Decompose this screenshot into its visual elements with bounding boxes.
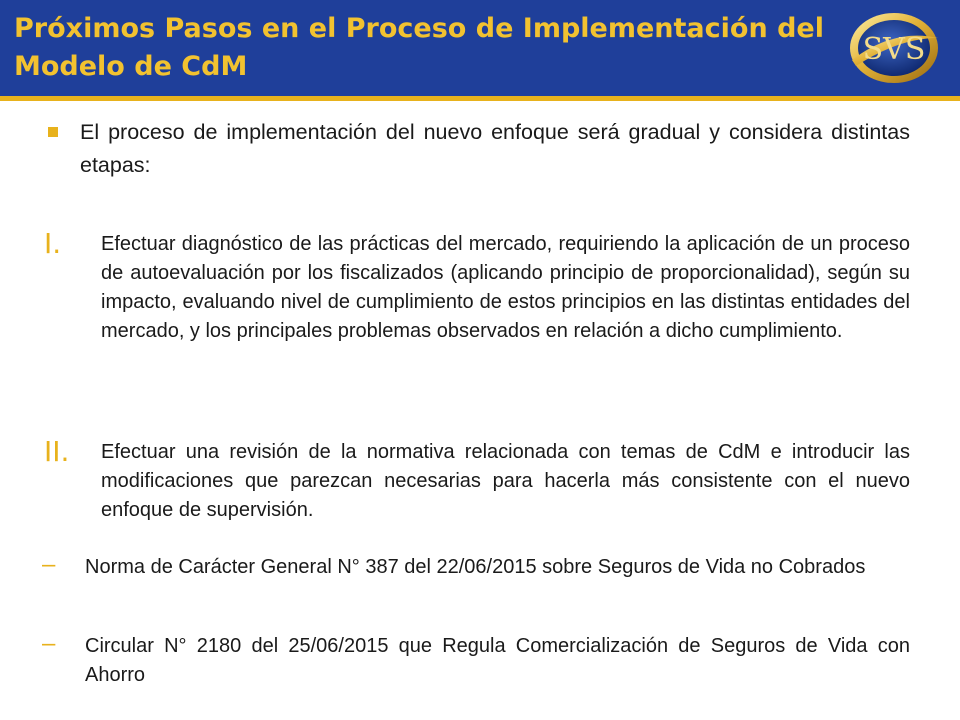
logo-text: SVS <box>862 32 926 67</box>
square-bullet-icon <box>48 127 58 137</box>
dash-bullet-icon: – <box>42 630 56 657</box>
intro-bullet <box>48 116 910 182</box>
dash-bullet-icon: – <box>42 551 56 578</box>
roman-numeral-2: II. <box>44 435 70 468</box>
sub-item-2-text: Circular N° 2180 del 25/06/2015 que Regula Comercialización de Seguros de Vida con Ahorro <box>85 635 910 686</box>
list-item-1-text: Efectuar diagnóstico de las prácticas del mercado, requiriendo la aplicación de un proceso de autoevaluación por los fiscalizados (aplicando principio de proporcionalidad), según su impacto, evaluando nivel de cumplimiento de estos principios en las distintas entidades del mercado, y los principales problemas observados en relación a dicho cumplimiento. <box>101 233 910 342</box>
sub-item-2 <box>42 632 910 690</box>
roman-numeral-1: I. <box>44 227 62 260</box>
list-item-2 <box>44 435 910 525</box>
list-item-2-text: Efectuar una revisión de la normativa relacionada con temas de CdM e introducir las modificaciones que parezcan necesarias para hacerla más consistente con el nuevo enfoque de supervisión. <box>101 441 910 521</box>
list-item-1 <box>44 227 910 346</box>
sub-item-1-text: Norma de Carácter General N° 387 del 22/06/2015 sobre Seguros de Vida no Cobrados <box>85 556 866 578</box>
sub-item-1 <box>42 553 910 582</box>
slide-title: Próximos Pasos en el Proceso de Implementación del Modelo de CdM <box>14 13 824 82</box>
intro-text: El proceso de implementación del nuevo enfoque será gradual y considera distintas etapas: <box>80 120 910 177</box>
